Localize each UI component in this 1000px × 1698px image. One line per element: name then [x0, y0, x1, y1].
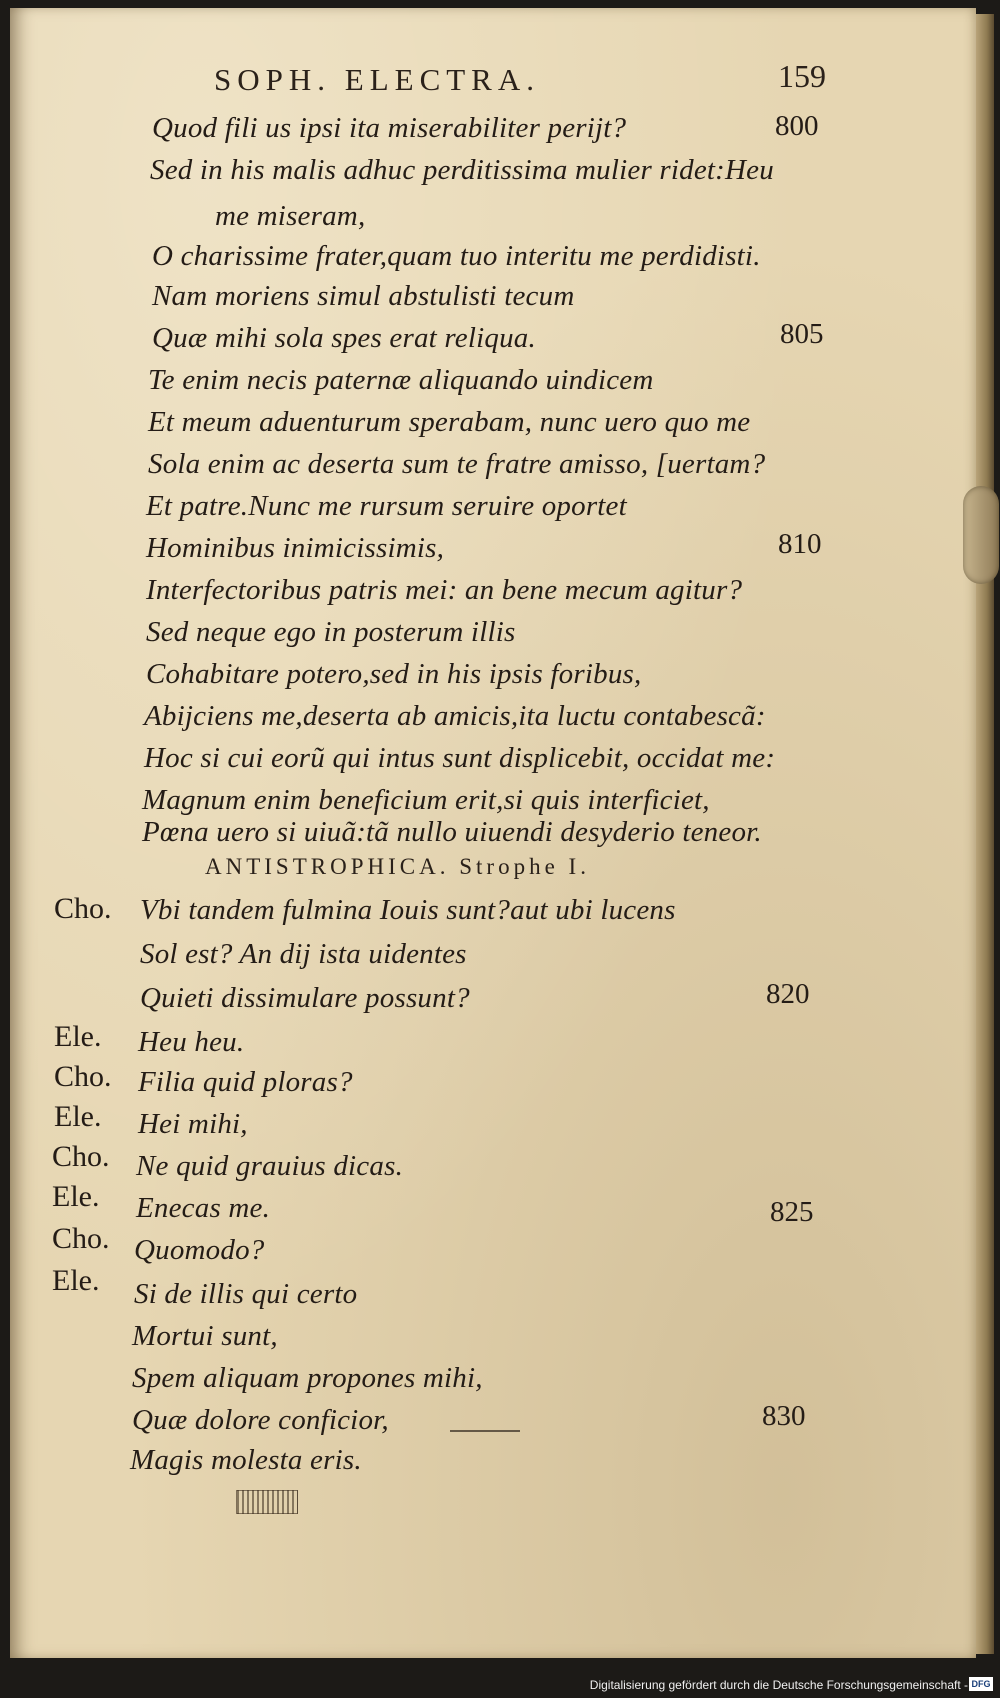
dialogue-line: Quæ dolore conficior,: [132, 1404, 389, 1436]
verse-line: Te enim necis paternæ aliquando uindicem: [148, 364, 654, 396]
verse-line: Hoc si cui eorũ qui intus sunt displicebit, occidat me:: [144, 742, 776, 774]
verse-line: Interfectoribus patris mei: an bene mecum agitur?: [146, 574, 743, 606]
dialogue-line: Heu heu.: [138, 1026, 245, 1058]
speaker-label: Ele.: [54, 1020, 102, 1053]
dialogue-line: Quomodo?: [134, 1234, 265, 1266]
dialogue-line: Enecas me.: [136, 1192, 271, 1224]
book-clasp: [963, 486, 999, 584]
verse-line: Sola enim ac deserta sum te fratre amisso, [uertam?: [148, 448, 766, 480]
verse-line: Abijciens me,deserta ab amicis,ita luctu contabescã:: [144, 700, 766, 732]
verse-line: Quod fili us ipsi ita miserabiliter perijt?: [152, 112, 627, 144]
dialogue-line: Sol est? An dij ista uidentes: [140, 938, 467, 970]
dialogue-line: Ne quid grauius dicas.: [136, 1150, 404, 1182]
dfg-logo-icon: DFG: [969, 1677, 993, 1691]
dialogue-line: Filia quid ploras?: [138, 1066, 353, 1098]
verse-line: Quæ mihi sola spes erat reliqua.: [152, 322, 536, 354]
line-number: 800: [775, 110, 819, 142]
speaker-label: Ele.: [52, 1180, 100, 1213]
ink-mark: [450, 1430, 520, 1432]
verse-line: Et meum aduenturum sperabam, nunc uero quo me: [148, 406, 751, 438]
dialogue-line: Magis molesta eris.: [130, 1444, 362, 1476]
dialogue-line: Hei mihi,: [138, 1108, 248, 1140]
dialogue-line: Mortui sunt,: [132, 1320, 278, 1352]
speaker-label: Cho.: [54, 892, 112, 925]
folio-number: 159: [778, 58, 826, 94]
speaker-label: Ele.: [54, 1100, 102, 1133]
line-number: 825: [770, 1196, 814, 1228]
dialogue-line: Quieti dissimulare possunt?: [140, 982, 470, 1014]
digitization-credit: Digitalisierung gefördert durch die Deutsche Forschungsgemeinschaft -: [589, 1678, 968, 1692]
speaker-label: Cho.: [52, 1222, 110, 1255]
verse-line: me miseram,: [215, 200, 366, 232]
line-number: 830: [762, 1400, 806, 1432]
verse-line: O charissime frater,quam tuo interitu me perdidisti.: [152, 240, 761, 272]
verse-line: Sed neque ego in posterum illis: [146, 616, 516, 648]
verse-line: Magnum enim beneficium erit,si quis interficiet,: [142, 784, 710, 816]
speaker-label: Cho.: [54, 1060, 112, 1093]
line-number: 810: [778, 528, 822, 560]
speaker-label: Cho.: [52, 1140, 110, 1173]
dialogue-line: Si de illis qui certo: [134, 1278, 358, 1310]
dialogue-line: Vbi tandem fulmina Iouis sunt?aut ubi lucens: [140, 894, 676, 926]
line-number: 805: [780, 318, 824, 350]
line-number: 820: [766, 978, 810, 1010]
dialogue-line: Spem aliquam propones mihi,: [132, 1362, 483, 1394]
verse-line: Pœna uero si uiuã:tã nullo uiuendi desyderio teneor.: [142, 816, 762, 848]
verse-line: Nam moriens simul abstulisti tecum: [152, 280, 575, 312]
running-head: SOPH. ELECTRA.: [214, 62, 540, 97]
verse-line: Hominibus inimicissimis,: [146, 532, 445, 564]
verse-line: Cohabitare potero,sed in his ipsis foribus,: [146, 658, 642, 690]
section-heading: ANTISTROPHICA. Strophe I.: [205, 854, 590, 879]
page-edge-right: [976, 14, 994, 1654]
speaker-label: Ele.: [52, 1264, 100, 1297]
printers-ornament: [236, 1490, 298, 1514]
verse-line: Sed in his malis adhuc perditissima mulier ridet:Heu: [150, 154, 774, 186]
verse-line: Et patre.Nunc me rursum seruire oportet: [146, 490, 627, 522]
